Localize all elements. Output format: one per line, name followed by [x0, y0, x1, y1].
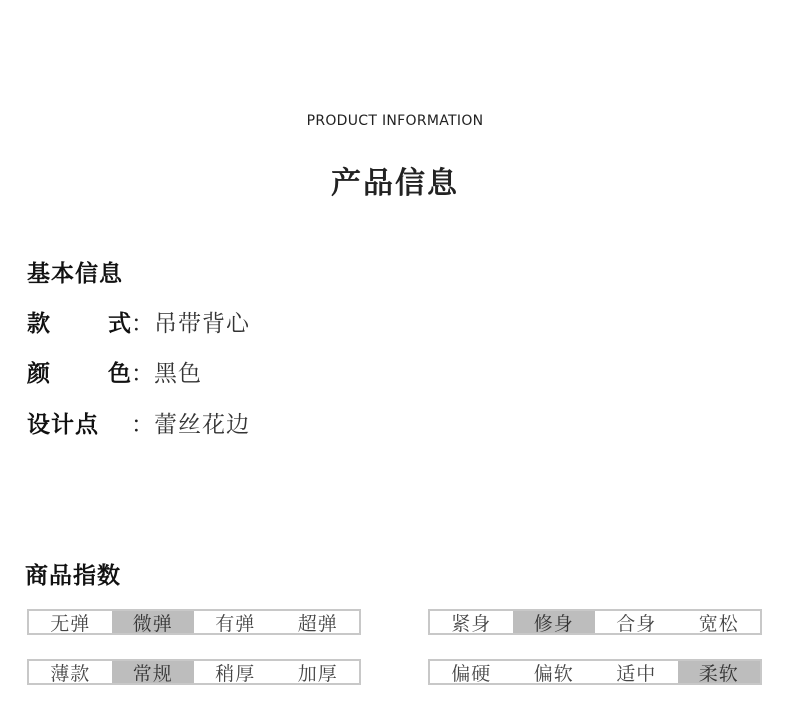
scale-option: 紧身	[451, 612, 492, 635]
info-key	[27, 308, 131, 340]
scale-option: 常规	[112, 661, 195, 683]
scale-option: 修身	[513, 611, 596, 633]
scale-option: 加厚	[297, 662, 338, 685]
info-value: 吊带背心	[154, 311, 250, 337]
info-row-color	[27, 358, 202, 390]
indices-heading: 商品指数	[25, 563, 121, 589]
scale-option: 有弹	[215, 612, 256, 635]
scale-option: 超弹	[297, 612, 338, 635]
scale-option: 偏软	[533, 662, 574, 685]
scale-option: 偏硬	[451, 662, 492, 685]
scale-option: 薄款	[50, 662, 91, 685]
info-key	[27, 358, 131, 390]
info-row-style	[27, 308, 250, 340]
info-key-part: 色	[108, 361, 131, 387]
scale-fit	[428, 609, 762, 635]
info-value: 蕾丝花边	[154, 412, 250, 438]
info-colon: ：	[131, 311, 154, 337]
scale-option: 稍厚	[215, 662, 256, 685]
info-value: 黑色	[154, 361, 202, 387]
product-info-subtitle: PRODUCT INFORMATION	[306, 113, 484, 129]
scale-option: 微弹	[112, 611, 195, 633]
scale-elasticity	[27, 609, 361, 635]
info-colon: ：	[131, 361, 154, 387]
scale-option: 无弹	[50, 612, 91, 635]
scale-option: 适中	[616, 662, 657, 685]
info-colon: ：	[131, 412, 154, 438]
scale-option: 宽松	[698, 612, 739, 635]
info-row-design	[27, 409, 250, 441]
info-key-part: 款	[27, 311, 50, 337]
info-key-part: 式	[108, 311, 131, 337]
info-key-part: 设计点	[27, 412, 99, 438]
scale-softness	[428, 659, 762, 685]
scale-option: 合身	[616, 612, 657, 635]
scale-thickness	[27, 659, 361, 685]
scale-option: 柔软	[678, 661, 761, 683]
info-key	[27, 409, 131, 441]
page-title: 产品信息	[331, 166, 459, 201]
basic-info-heading: 基本信息	[27, 261, 123, 287]
info-key-part: 颜	[27, 361, 50, 387]
